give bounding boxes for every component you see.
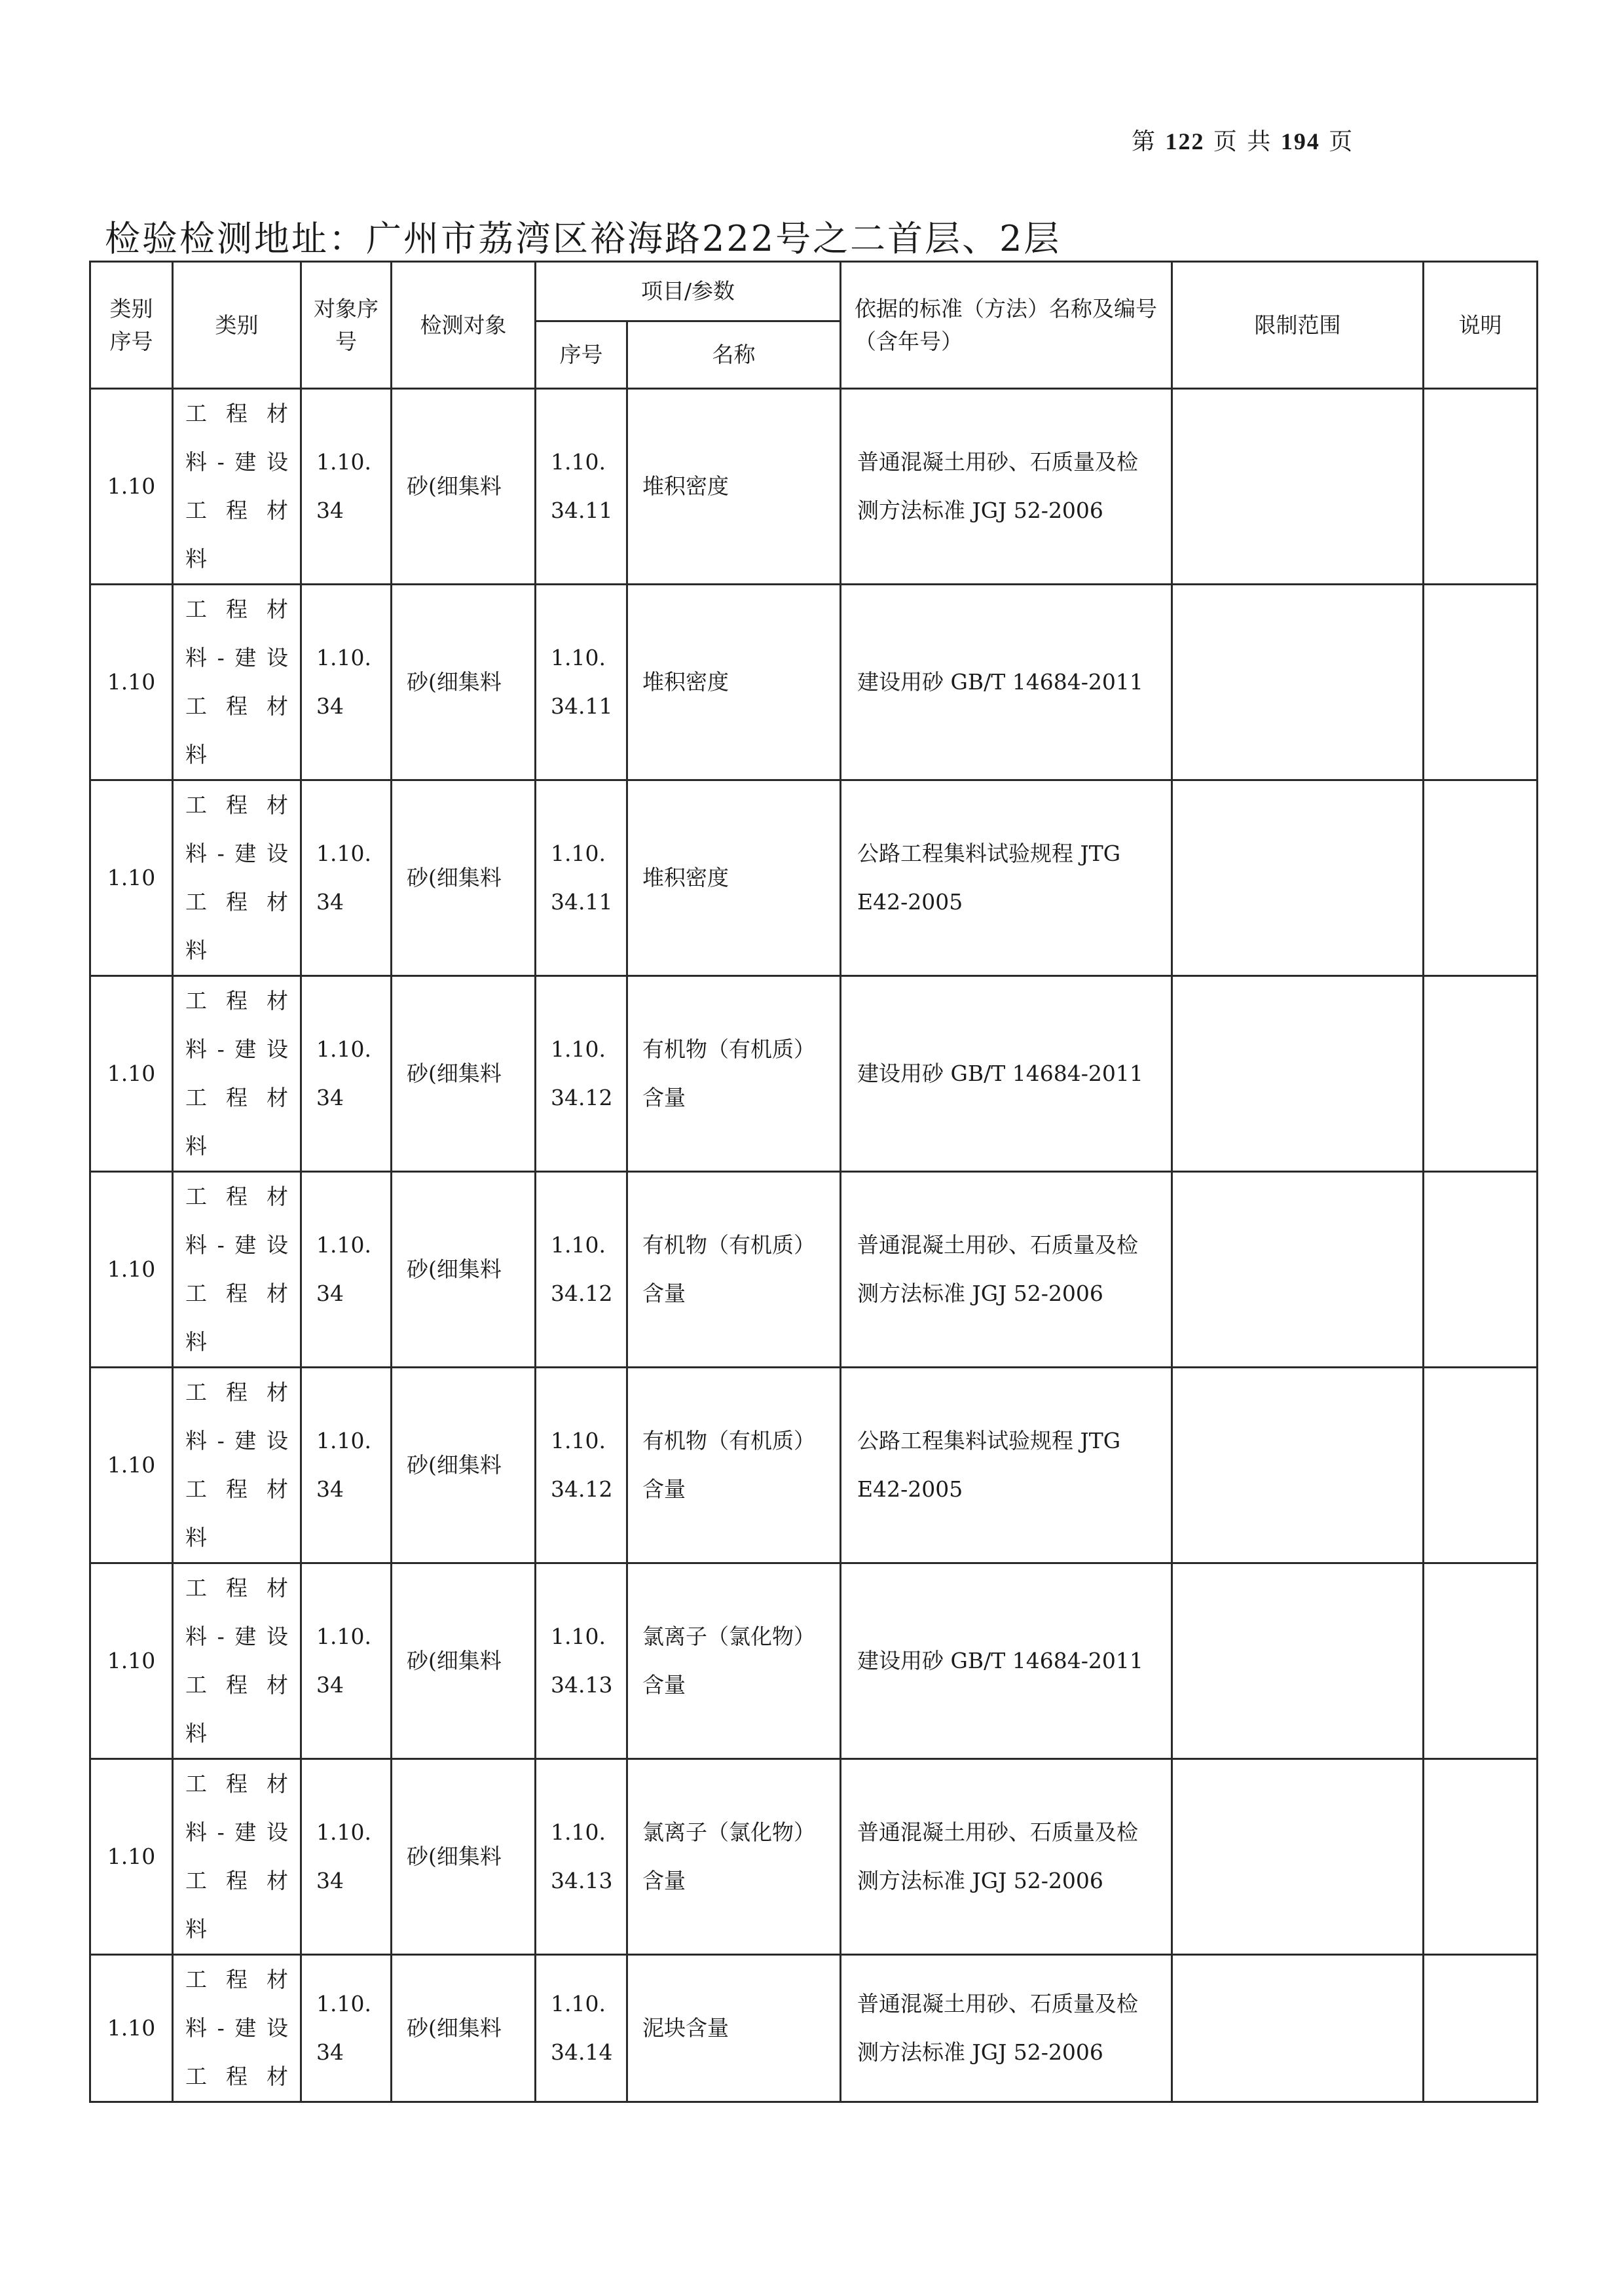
obj-seq-line: 1.10. <box>316 1624 371 1649</box>
category-cell <box>173 389 301 585</box>
header-item-param: 项目/参数 <box>536 262 841 321</box>
limit-cell <box>1172 1172 1424 1368</box>
category-cell <box>173 780 301 976</box>
obj-seq-cell <box>301 1172 392 1368</box>
limit-cell <box>1172 780 1424 976</box>
item-name-cell: 堆积密度 <box>627 389 841 585</box>
limit-cell <box>1172 1759 1424 1955</box>
obj-seq-cell <box>301 1368 392 1563</box>
object-cell: 砂(细集料 <box>392 585 536 780</box>
page-suffix: 页 <box>1329 128 1354 155</box>
obj-seq-line: 1.10. <box>316 1428 371 1453</box>
item-seq-line: 34.13 <box>551 1672 613 1698</box>
object-cell: 砂(细集料 <box>392 1368 536 1563</box>
object-cell: 砂(细集料 <box>392 1563 536 1759</box>
item-name-cell: 泥块含量 <box>627 1955 841 2102</box>
category-line: 料 <box>185 1329 207 1355</box>
obj-seq-line: 34 <box>316 498 344 523</box>
cat-seq-cell: 1.10 <box>90 585 173 780</box>
header-item-seq: 序号 <box>536 321 627 389</box>
obj-seq-cell <box>301 1955 392 2102</box>
item-seq-line: 34.11 <box>551 498 613 523</box>
note-cell <box>1424 1368 1538 1563</box>
note-cell <box>1424 1955 1538 2102</box>
table-row <box>90 780 1538 976</box>
item-name-cell: 堆积密度 <box>627 780 841 976</box>
cat-seq-cell: 1.10 <box>90 780 173 976</box>
table-row <box>90 976 1538 1172</box>
item-seq-line: 34.11 <box>551 693 613 719</box>
standard-cell: 普通混凝土用砂、石质量及检测方法标准 JGJ 52-2006 <box>841 1955 1172 2102</box>
object-cell: 砂(细集料 <box>392 1955 536 2102</box>
obj-seq-line: 34 <box>316 693 344 719</box>
page-current: 122 <box>1165 128 1205 155</box>
page-number <box>1132 123 1354 156</box>
cat-seq-cell: 1.10 <box>90 389 173 585</box>
obj-seq-line: 1.10. <box>316 1232 371 1258</box>
category-line: 料 <box>185 742 207 767</box>
obj-seq-cell <box>301 1759 392 1955</box>
category-line: 料 <box>185 1916 207 1942</box>
category-line: 工 程 材 <box>185 1771 288 1796</box>
item-seq-line: 1.10. <box>551 1232 606 1258</box>
item-name-cell: 氯离子（氯化物）含量 <box>627 1759 841 1955</box>
obj-seq-cell <box>301 1563 392 1759</box>
item-name-cell: 有机物（有机质）含量 <box>627 976 841 1172</box>
object-cell: 砂(细集料 <box>392 389 536 585</box>
category-line: 料 <box>185 546 207 572</box>
category-line: 工 程 材 <box>185 2064 288 2089</box>
obj-seq-line: 1.10. <box>316 645 371 670</box>
standard-cell: 普通混凝土用砂、石质量及检测方法标准 JGJ 52-2006 <box>841 1759 1172 1955</box>
item-seq-cell <box>536 585 627 780</box>
category-line: 料-建设 <box>185 841 288 866</box>
limit-cell <box>1172 1563 1424 1759</box>
category-line: 料-建设 <box>185 1624 288 1649</box>
category-line: 料-建设 <box>185 1232 288 1258</box>
item-seq-line: 34.12 <box>551 1281 613 1306</box>
item-seq-line: 1.10. <box>551 1036 606 1062</box>
category-line: 料-建设 <box>185 449 288 475</box>
page-prefix: 第 <box>1132 128 1157 155</box>
header-cat-seq: 类别序号 <box>90 262 173 389</box>
note-cell <box>1424 389 1538 585</box>
item-seq-line: 34.11 <box>551 889 613 915</box>
standard-cell: 建设用砂 GB/T 14684-2011 <box>841 585 1172 780</box>
category-line: 工 程 材 <box>185 1379 288 1405</box>
item-seq-cell <box>536 1955 627 2102</box>
header-category: 类别 <box>173 262 301 389</box>
category-line: 工 程 材 <box>185 1476 288 1502</box>
category-line: 料 <box>185 938 207 963</box>
standard-cell: 公路工程集料试验规程 JTG E42-2005 <box>841 1368 1172 1563</box>
item-name-cell: 堆积密度 <box>627 585 841 780</box>
item-seq-cell <box>536 1172 627 1368</box>
item-seq-cell <box>536 780 627 976</box>
table-row <box>90 1759 1538 1955</box>
item-seq-line: 34.14 <box>551 2039 613 2065</box>
header-obj-seq: 对象序号 <box>301 262 392 389</box>
obj-seq-cell <box>301 976 392 1172</box>
category-line: 工 程 材 <box>185 498 288 523</box>
category-line: 工 程 材 <box>185 1672 288 1698</box>
category-cell <box>173 976 301 1172</box>
category-line: 工 程 材 <box>185 988 288 1013</box>
item-seq-line: 34.12 <box>551 1085 613 1110</box>
obj-seq-cell <box>301 389 392 585</box>
category-line: 料-建设 <box>185 1428 288 1453</box>
obj-seq-line: 34 <box>316 889 344 915</box>
obj-seq-line: 1.10. <box>316 841 371 866</box>
table-row <box>90 1955 1538 2102</box>
item-seq-cell <box>536 1563 627 1759</box>
page-heading: 检验检测地址：广州市荔湾区裕海路222号之二首层、2层 <box>105 218 1061 259</box>
category-line: 工 程 材 <box>185 693 288 719</box>
category-line: 料-建设 <box>185 2015 288 2041</box>
category-cell <box>173 1955 301 2102</box>
category-line: 工 程 材 <box>185 1085 288 1110</box>
item-seq-line: 1.10. <box>551 1428 606 1453</box>
obj-seq-line: 34 <box>316 1085 344 1110</box>
category-line: 工 程 材 <box>185 1575 288 1601</box>
category-line: 工 程 材 <box>185 401 288 426</box>
item-seq-line: 1.10. <box>551 449 606 475</box>
note-cell <box>1424 1759 1538 1955</box>
obj-seq-line: 34 <box>316 1476 344 1502</box>
category-line: 工 程 材 <box>185 1868 288 1893</box>
note-cell <box>1424 780 1538 976</box>
limit-cell <box>1172 1955 1424 2102</box>
object-cell: 砂(细集料 <box>392 1759 536 1955</box>
note-cell <box>1424 585 1538 780</box>
category-cell <box>173 1563 301 1759</box>
obj-seq-cell <box>301 780 392 976</box>
table-row <box>90 585 1538 780</box>
category-line: 料-建设 <box>185 645 288 670</box>
category-cell <box>173 585 301 780</box>
obj-seq-line: 34 <box>316 2039 344 2065</box>
category-line: 料 <box>185 1525 207 1550</box>
category-cell <box>173 1172 301 1368</box>
category-line: 料-建设 <box>185 1819 288 1845</box>
item-seq-line: 34.12 <box>551 1476 613 1502</box>
category-line: 工 程 材 <box>185 792 288 818</box>
object-cell: 砂(细集料 <box>392 1172 536 1368</box>
item-name-cell: 氯离子（氯化物）含量 <box>627 1563 841 1759</box>
standard-cell: 建设用砂 GB/T 14684-2011 <box>841 976 1172 1172</box>
item-seq-line: 1.10. <box>551 1991 606 2016</box>
standard-cell: 普通混凝土用砂、石质量及检测方法标准 JGJ 52-2006 <box>841 1172 1172 1368</box>
cat-seq-cell: 1.10 <box>90 1172 173 1368</box>
table-row <box>90 1172 1538 1368</box>
obj-seq-line: 34 <box>316 1672 344 1698</box>
object-cell: 砂(细集料 <box>392 976 536 1172</box>
cat-seq-cell: 1.10 <box>90 1368 173 1563</box>
category-line: 料-建设 <box>185 1036 288 1062</box>
table-row <box>90 1563 1538 1759</box>
header-limit: 限制范围 <box>1172 262 1424 389</box>
item-seq-cell <box>536 1759 627 1955</box>
category-line: 料 <box>185 1721 207 1746</box>
category-line: 工 程 材 <box>185 1281 288 1306</box>
header-note: 说明 <box>1424 262 1538 389</box>
note-cell <box>1424 1563 1538 1759</box>
standard-cell: 公路工程集料试验规程 JTG E42-2005 <box>841 780 1172 976</box>
limit-cell <box>1172 585 1424 780</box>
obj-seq-line: 1.10. <box>316 1991 371 2016</box>
limit-cell <box>1172 976 1424 1172</box>
limit-cell <box>1172 389 1424 585</box>
category-cell <box>173 1759 301 1955</box>
item-seq-line: 34.13 <box>551 1868 613 1893</box>
cat-seq-cell: 1.10 <box>90 1759 173 1955</box>
inspection-table <box>89 261 1538 2103</box>
table-body <box>90 389 1538 2102</box>
item-seq-line: 1.10. <box>551 1819 606 1845</box>
cat-seq-cell: 1.10 <box>90 976 173 1172</box>
table-row <box>90 1368 1538 1563</box>
header-object: 检测对象 <box>392 262 536 389</box>
category-line: 工 程 材 <box>185 1967 288 1992</box>
cat-seq-cell: 1.10 <box>90 1955 173 2102</box>
item-seq-cell <box>536 1368 627 1563</box>
obj-seq-line: 1.10. <box>316 1036 371 1062</box>
item-seq-line: 1.10. <box>551 645 606 670</box>
category-line: 工 程 材 <box>185 1184 288 1209</box>
obj-seq-line: 1.10. <box>316 449 371 475</box>
obj-seq-line: 34 <box>316 1281 344 1306</box>
category-line: 工 程 材 <box>185 889 288 915</box>
note-cell <box>1424 1172 1538 1368</box>
cat-seq-cell: 1.10 <box>90 1563 173 1759</box>
header-item-name: 名称 <box>627 321 841 389</box>
item-name-cell: 有机物（有机质）含量 <box>627 1368 841 1563</box>
limit-cell <box>1172 1368 1424 1563</box>
standard-cell: 建设用砂 GB/T 14684-2011 <box>841 1563 1172 1759</box>
category-cell <box>173 1368 301 1563</box>
category-line: 料 <box>185 1133 207 1159</box>
standard-cell: 普通混凝土用砂、石质量及检测方法标准 JGJ 52-2006 <box>841 389 1172 585</box>
page-middle: 页 共 <box>1213 128 1272 155</box>
category-line: 工 程 材 <box>185 596 288 622</box>
item-seq-cell <box>536 389 627 585</box>
header-standard: 依据的标准（方法）名称及编号（含年号） <box>841 262 1172 389</box>
table-row <box>90 389 1538 585</box>
item-seq-cell <box>536 976 627 1172</box>
object-cell: 砂(细集料 <box>392 780 536 976</box>
item-name-cell: 有机物（有机质）含量 <box>627 1172 841 1368</box>
item-seq-line: 1.10. <box>551 1624 606 1649</box>
item-seq-line: 1.10. <box>551 841 606 866</box>
obj-seq-line: 34 <box>316 1868 344 1893</box>
obj-seq-line: 1.10. <box>316 1819 371 1845</box>
obj-seq-cell <box>301 585 392 780</box>
page-total: 194 <box>1280 128 1320 155</box>
note-cell <box>1424 976 1538 1172</box>
